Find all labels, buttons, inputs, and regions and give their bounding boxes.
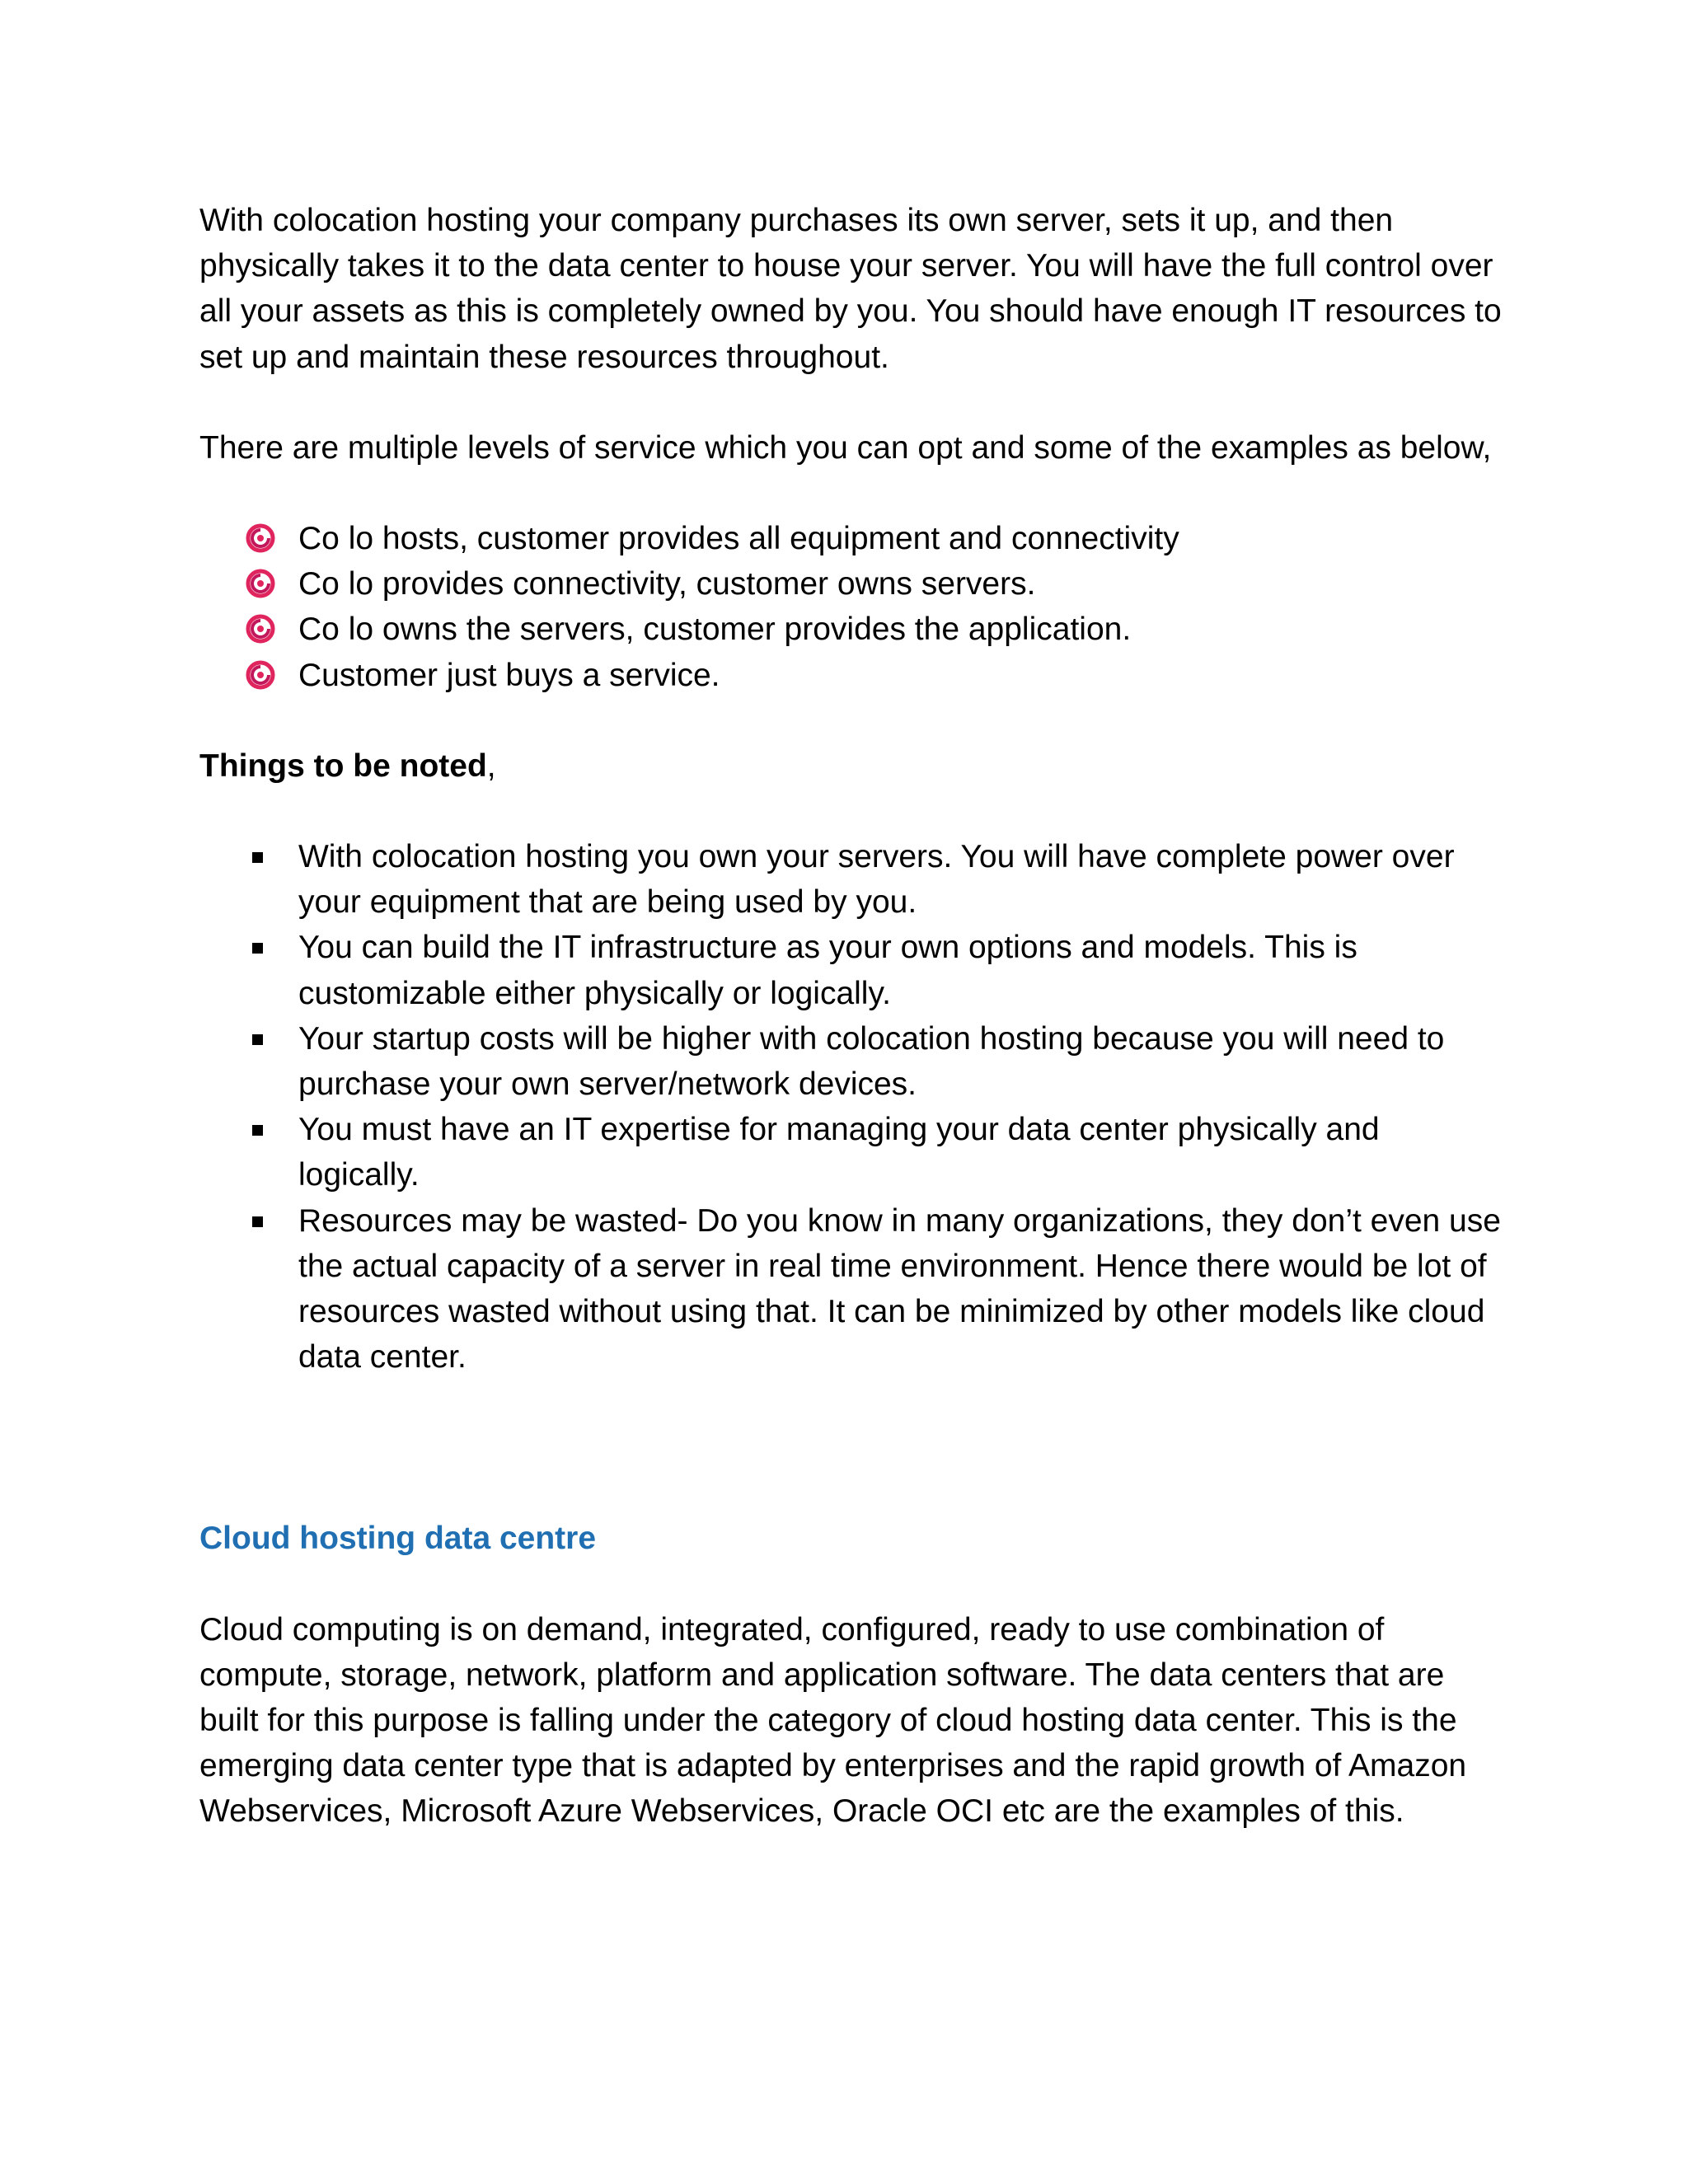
list-item-text: Resources may be wasted- Do you know in many organizations, they don’t even use the actual capacity of a server in real time environment. Hence there would be lot of resources wasted without using that. It can be minimized by other models like cloud data center. [298,1202,1501,1376]
square-bullet-icon [252,1216,263,1227]
list-item [199,925,1502,1015]
notes-heading-suffix: , [486,748,496,784]
notes-heading-text: Things to be noted [199,748,487,784]
list-item-text: Customer just buys a service. [298,657,720,693]
square-bullet-icon [252,1034,263,1045]
section-heading: Cloud hosting data centre [199,1521,597,1557]
list-item [199,834,1502,925]
document-body [199,198,1502,1835]
swirl-bullet-icon [246,523,275,553]
list-item-text: Co lo provides connectivity, customer owns servers. [298,566,1036,602]
list-item-text: You must have an IT expertise for managing your data center physically and logically. [298,1112,1380,1193]
list-item [199,1016,1502,1107]
list-item-text: Co lo hosts, customer provides all equipment and connectivity [298,521,1179,557]
list-item [199,516,1502,561]
list-item [199,1198,1502,1380]
notes-list [199,834,1502,1380]
service-levels-list [199,516,1502,698]
list-item-text: Co lo owns the servers, customer provides the application. [298,612,1132,648]
square-bullet-icon [252,852,263,863]
square-bullet-icon [252,1125,263,1136]
swirl-bullet-icon [246,660,275,690]
cloud-paragraph: Cloud computing is on demand, integrated, configured, ready to use combination of compute, storage, network, platform and application software. The data centers that are built for this purpose is falling under the category of cloud hosting data center. This is the emerging data center type that is adapted by enterprises and the rapid growth of Amazon Webservices, Microsoft Azure Webservices, Oracle OCI etc are the examples of this. [199,1611,1467,1830]
list-item [199,653,1502,698]
list-item-text: You can build the IT infrastructure as your own options and models. This is customizable either physically or logically. [298,930,1357,1011]
list-item [199,1107,1502,1197]
square-bullet-icon [252,943,263,954]
list-item [199,561,1502,607]
swirl-bullet-icon [246,569,275,598]
list-item [199,607,1502,652]
swirl-bullet-icon [246,614,275,644]
notes-heading [199,743,1502,789]
service-levels-intro: There are multiple levels of service which you can opt and some of the examples as below, [199,429,1492,466]
intro-paragraph: With colocation hosting your company purchases its own server, sets it up, and then physically takes it to the data center to house your server. You will have the full control over all your assets as this is completely owned by you. You should have enough IT resources to set up and maintain these resources throughout. [199,203,1502,375]
list-item-text: With colocation hosting you own your servers. You will have complete power over your equipment that are being used by you. [298,839,1455,921]
list-item-text: Your startup costs will be higher with colocation hosting because you will need to purchase your own server/network devices. [298,1020,1445,1103]
